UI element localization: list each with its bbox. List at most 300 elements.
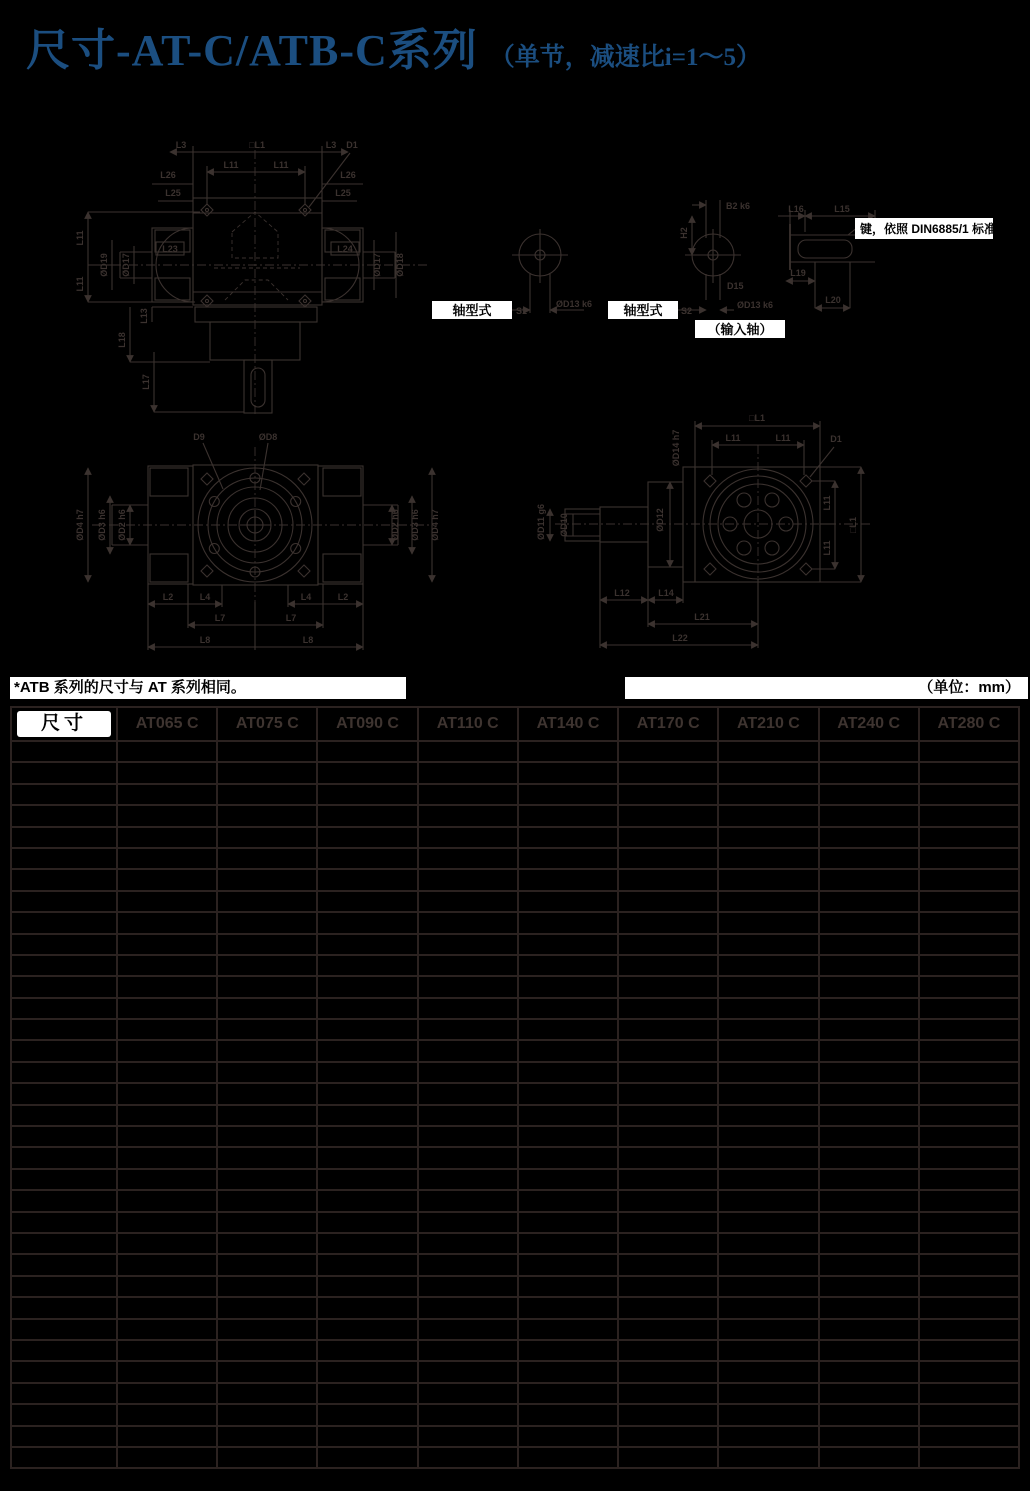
value-cell: [518, 1062, 618, 1083]
value-cell: [418, 1040, 518, 1061]
value-cell: [618, 976, 718, 997]
label-l3-left: L3: [175, 140, 187, 150]
value-cell: [117, 869, 217, 890]
value-cell: [718, 1190, 818, 1211]
unit-note: （单位：mm）: [625, 677, 1028, 699]
table-row: [11, 827, 1019, 848]
value-cell: [618, 1083, 718, 1104]
input-shaft-label: （输入轴）: [707, 322, 773, 337]
label-front-l8-left: L8: [199, 635, 211, 645]
label-l1: □L1: [249, 140, 265, 150]
table-row: [11, 998, 1019, 1019]
value-cell: [317, 869, 417, 890]
value-cell: [117, 1190, 217, 1211]
value-cell: [919, 1297, 1019, 1318]
label-l23: L23: [162, 244, 178, 254]
value-cell: [919, 934, 1019, 955]
value-cell: [718, 1361, 818, 1382]
value-cell: [117, 1169, 217, 1190]
value-cell: [418, 805, 518, 826]
label-side-d1: D1: [830, 434, 842, 444]
value-cell: [217, 998, 317, 1019]
value-cell: [217, 1233, 317, 1254]
value-cell: [117, 1426, 217, 1447]
table-row: [11, 1126, 1019, 1147]
row-label-cell: [11, 1126, 117, 1147]
value-cell: [518, 1361, 618, 1382]
table-row: [11, 912, 1019, 933]
value-cell: [518, 1190, 618, 1211]
value-cell: [518, 848, 618, 869]
value-cell: [217, 1361, 317, 1382]
value-cell: [317, 1254, 417, 1275]
value-cell: [819, 827, 919, 848]
value-cell: [518, 1040, 618, 1061]
value-cell: [217, 1083, 317, 1104]
value-cell: [518, 869, 618, 890]
row-label-cell: [11, 1319, 117, 1340]
value-cell: [819, 1426, 919, 1447]
value-cell: [317, 1319, 417, 1340]
label-l11-side-upper: L11: [75, 230, 85, 246]
value-cell: [618, 955, 718, 976]
label-side-l1-right: □L1: [848, 517, 858, 533]
value-cell: [618, 934, 718, 955]
atb-note: *ATB 系列的尺寸与 AT 系列相同。: [10, 677, 406, 699]
label-front-d9: D9: [193, 432, 205, 442]
value-cell: [117, 998, 217, 1019]
table-body: [11, 741, 1019, 1468]
value-cell: [418, 784, 518, 805]
value-cell: [919, 1383, 1019, 1404]
value-cell: [217, 891, 317, 912]
value-cell: [117, 848, 217, 869]
value-cell: [718, 1126, 818, 1147]
label-front-l2-left: L2: [162, 592, 174, 602]
label-side-l11-top-right: L11: [775, 433, 791, 443]
row-label-cell: [11, 848, 117, 869]
value-cell: [317, 976, 417, 997]
table-row: [11, 1297, 1019, 1318]
value-cell: [819, 955, 919, 976]
value-cell: [819, 1212, 919, 1233]
value-cell: [919, 762, 1019, 783]
value-cell: [518, 955, 618, 976]
value-cell: [518, 1254, 618, 1275]
value-cell: [919, 1426, 1019, 1447]
value-cell: [819, 848, 919, 869]
value-cell: [618, 1254, 718, 1275]
value-cell: [117, 1447, 217, 1468]
label-s2-code: S2: [681, 306, 693, 316]
value-cell: [317, 784, 417, 805]
value-cell: [217, 976, 317, 997]
value-cell: [618, 891, 718, 912]
value-cell: [919, 784, 1019, 805]
value-cell: [819, 1254, 919, 1275]
dimension-table-wrap: [10, 706, 1020, 1469]
value-cell: [117, 912, 217, 933]
label-d17-left: ØD17: [121, 253, 131, 277]
value-cell: [317, 1169, 417, 1190]
value-cell: [919, 1147, 1019, 1168]
value-cell: [919, 1190, 1019, 1211]
value-cell: [418, 1383, 518, 1404]
value-cell: [117, 741, 217, 762]
table-row: [11, 1383, 1019, 1404]
value-cell: [718, 1254, 818, 1275]
table-row: [11, 784, 1019, 805]
value-cell: [819, 784, 919, 805]
label-key-l20: L20: [825, 295, 841, 305]
label-front-d4-left: ØD4 h7: [75, 509, 85, 541]
value-cell: [217, 1297, 317, 1318]
value-cell: [117, 976, 217, 997]
value-cell: [117, 1126, 217, 1147]
label-d19: ØD19: [99, 253, 109, 277]
value-cell: [518, 827, 618, 848]
value-cell: [819, 1319, 919, 1340]
value-cell: [117, 1340, 217, 1361]
value-cell: [217, 869, 317, 890]
drawing-side-view: [536, 413, 872, 648]
label-key-l19: L19: [790, 268, 806, 278]
label-front-l7-left: L7: [214, 613, 226, 623]
table-row: [11, 1212, 1019, 1233]
row-label-cell: [11, 1212, 117, 1233]
value-cell: [418, 741, 518, 762]
row-label-cell: [11, 784, 117, 805]
table-row: [11, 934, 1019, 955]
value-cell: [618, 1019, 718, 1040]
label-front-d2-left: ØD2 h6: [117, 509, 127, 541]
value-cell: [919, 1447, 1019, 1468]
value-cell: [819, 1383, 919, 1404]
value-cell: [919, 1083, 1019, 1104]
table-row: [11, 1276, 1019, 1297]
value-cell: [217, 934, 317, 955]
value-cell: [117, 805, 217, 826]
table-row: [11, 1169, 1019, 1190]
value-cell: [418, 827, 518, 848]
row-label-cell: [11, 1447, 117, 1468]
value-cell: [518, 998, 618, 1019]
value-cell: [217, 1062, 317, 1083]
value-cell: [919, 976, 1019, 997]
value-cell: [718, 1340, 818, 1361]
row-label-cell: [11, 976, 117, 997]
value-cell: [217, 1169, 317, 1190]
value-cell: [718, 955, 818, 976]
value-cell: [317, 1083, 417, 1104]
table-row: [11, 869, 1019, 890]
value-cell: [518, 1126, 618, 1147]
value-cell: [919, 1105, 1019, 1126]
value-cell: [518, 784, 618, 805]
value-cell: [317, 1233, 417, 1254]
label-side-d10: ØD10: [559, 513, 569, 537]
value-cell: [919, 1169, 1019, 1190]
label-l11-side-lower: L11: [75, 276, 85, 292]
value-cell: [418, 912, 518, 933]
row-label-cell: [11, 1190, 117, 1211]
row-label-cell: [11, 1426, 117, 1447]
table-row: [11, 1040, 1019, 1061]
value-cell: [819, 1105, 919, 1126]
value-cell: [518, 912, 618, 933]
value-cell: [819, 1019, 919, 1040]
label-side-l11-top-left: L11: [725, 433, 741, 443]
value-cell: [317, 741, 417, 762]
column-header: AT065 C: [117, 707, 217, 741]
table-row: [11, 1190, 1019, 1211]
value-cell: [718, 998, 818, 1019]
value-cell: [919, 1233, 1019, 1254]
value-cell: [117, 762, 217, 783]
row-label-cell: [11, 1233, 117, 1254]
value-cell: [919, 1404, 1019, 1425]
table-row: [11, 741, 1019, 762]
value-cell: [618, 1361, 718, 1382]
row-label-cell: [11, 1383, 117, 1404]
label-s2-b2: B2 k6: [726, 201, 751, 211]
value-cell: [919, 912, 1019, 933]
value-cell: [919, 1340, 1019, 1361]
value-cell: [718, 1383, 818, 1404]
label-side-d11: ØD11 g6: [536, 503, 546, 541]
value-cell: [418, 1447, 518, 1468]
row-label-cell: [11, 762, 117, 783]
value-cell: [418, 869, 518, 890]
value-cell: [317, 805, 417, 826]
table-row: [11, 891, 1019, 912]
value-cell: [317, 955, 417, 976]
value-cell: [819, 1062, 919, 1083]
label-l11-right: L11: [273, 160, 289, 170]
label-front-d4-right: ØD4 h7: [430, 509, 440, 541]
label-l26-left: L26: [160, 170, 176, 180]
row-label-cell: [11, 869, 117, 890]
value-cell: [217, 1190, 317, 1211]
value-cell: [919, 1019, 1019, 1040]
value-cell: [618, 762, 718, 783]
value-cell: [718, 1426, 818, 1447]
value-cell: [518, 1383, 618, 1404]
value-cell: [418, 1254, 518, 1275]
value-cell: [117, 1212, 217, 1233]
value-cell: [317, 934, 417, 955]
value-cell: [418, 1147, 518, 1168]
label-side-l12: L12: [614, 588, 630, 598]
value-cell: [618, 1126, 718, 1147]
value-cell: [217, 1126, 317, 1147]
value-cell: [618, 998, 718, 1019]
table-header-row: [11, 707, 1019, 741]
dim-header-cell: [11, 707, 117, 741]
label-side-l22: L22: [672, 633, 688, 643]
value-cell: [819, 1276, 919, 1297]
row-label-cell: [11, 1254, 117, 1275]
value-cell: [919, 848, 1019, 869]
value-cell: [418, 1276, 518, 1297]
value-cell: [919, 891, 1019, 912]
value-cell: [618, 1276, 718, 1297]
value-cell: [418, 1190, 518, 1211]
table-row: [11, 1147, 1019, 1168]
value-cell: [217, 1340, 317, 1361]
value-cell: [317, 1426, 417, 1447]
value-cell: [718, 1147, 818, 1168]
value-cell: [718, 1447, 818, 1468]
value-cell: [317, 912, 417, 933]
value-cell: [618, 1383, 718, 1404]
table-row: [11, 1426, 1019, 1447]
label-front-d8: ØD8: [258, 432, 278, 442]
value-cell: [217, 1212, 317, 1233]
label-d17-right: ØD17: [372, 253, 382, 277]
row-label-cell: [11, 955, 117, 976]
table-row: [11, 976, 1019, 997]
label-side-d12: ØD12: [655, 508, 665, 532]
table-row: [11, 1105, 1019, 1126]
value-cell: [618, 784, 718, 805]
table-row: [11, 1062, 1019, 1083]
value-cell: [217, 805, 317, 826]
value-cell: [518, 976, 618, 997]
shaft-type-label-s2: 轴型式: [623, 303, 663, 318]
page-title-main: 尺寸-AT-C/ATB-C系列: [26, 26, 478, 75]
value-cell: [217, 1019, 317, 1040]
value-cell: [418, 1340, 518, 1361]
row-label-cell: [11, 1297, 117, 1318]
value-cell: [718, 1019, 818, 1040]
value-cell: [117, 1297, 217, 1318]
value-cell: [317, 827, 417, 848]
value-cell: [518, 1276, 618, 1297]
value-cell: [518, 891, 618, 912]
value-cell: [819, 934, 919, 955]
table-row: [11, 1233, 1019, 1254]
value-cell: [618, 848, 718, 869]
row-label-cell: [11, 912, 117, 933]
value-cell: [718, 827, 818, 848]
label-l17: L17: [141, 374, 151, 390]
value-cell: [919, 955, 1019, 976]
value-cell: [518, 741, 618, 762]
table-row: [11, 1404, 1019, 1425]
value-cell: [718, 1276, 818, 1297]
value-cell: [317, 1361, 417, 1382]
value-cell: [418, 998, 518, 1019]
value-cell: [819, 1297, 919, 1318]
column-header: AT240 C: [819, 707, 919, 741]
label-side-l11-right-lower: L11: [822, 540, 832, 556]
value-cell: [618, 1169, 718, 1190]
value-cell: [618, 805, 718, 826]
column-header: AT170 C: [618, 707, 718, 741]
value-cell: [217, 1404, 317, 1425]
value-cell: [117, 1404, 217, 1425]
page-title-sub: （单节，减速比i=1～5）: [489, 44, 761, 71]
value-cell: [718, 805, 818, 826]
value-cell: [718, 1040, 818, 1061]
value-cell: [317, 1212, 417, 1233]
value-cell: [217, 762, 317, 783]
value-cell: [618, 827, 718, 848]
value-cell: [618, 1212, 718, 1233]
value-cell: [819, 1190, 919, 1211]
value-cell: [317, 762, 417, 783]
value-cell: [217, 1105, 317, 1126]
value-cell: [819, 891, 919, 912]
value-cell: [117, 1254, 217, 1275]
value-cell: [819, 1169, 919, 1190]
value-cell: [518, 1212, 618, 1233]
label-s1-code: S1: [516, 306, 528, 316]
value-cell: [418, 1019, 518, 1040]
label-l13: L13: [139, 308, 149, 324]
row-label-cell: [11, 1169, 117, 1190]
value-cell: [518, 1083, 618, 1104]
value-cell: [819, 1040, 919, 1061]
value-cell: [317, 1383, 417, 1404]
value-cell: [117, 1062, 217, 1083]
value-cell: [819, 912, 919, 933]
value-cell: [217, 784, 317, 805]
row-label-cell: [11, 741, 117, 762]
value-cell: [718, 762, 818, 783]
table-row: [11, 1340, 1019, 1361]
value-cell: [217, 1040, 317, 1061]
value-cell: [418, 1126, 518, 1147]
column-header: AT110 C: [418, 707, 518, 741]
value-cell: [317, 1276, 417, 1297]
column-header: AT090 C: [317, 707, 417, 741]
value-cell: [618, 1147, 718, 1168]
table-row: [11, 848, 1019, 869]
value-cell: [418, 1426, 518, 1447]
column-header: AT210 C: [718, 707, 818, 741]
value-cell: [819, 741, 919, 762]
value-cell: [919, 1040, 1019, 1061]
label-l18: L18: [117, 332, 127, 348]
value-cell: [117, 1147, 217, 1168]
value-cell: [418, 976, 518, 997]
value-cell: [919, 1276, 1019, 1297]
row-label-cell: [11, 1340, 117, 1361]
label-l26-right: L26: [340, 170, 356, 180]
label-front-l4-right: L4: [300, 592, 312, 602]
value-cell: [117, 1319, 217, 1340]
row-label-cell: [11, 1404, 117, 1425]
value-cell: [618, 1105, 718, 1126]
label-l24: L24: [337, 244, 353, 254]
value-cell: [718, 891, 818, 912]
drawing-shaft-s1: [432, 229, 592, 319]
value-cell: [217, 912, 317, 933]
value-cell: [518, 1404, 618, 1425]
value-cell: [117, 1361, 217, 1382]
value-cell: [217, 1254, 317, 1275]
value-cell: [518, 1105, 618, 1126]
value-cell: [317, 1297, 417, 1318]
value-cell: [317, 1040, 417, 1061]
value-cell: [718, 1212, 818, 1233]
value-cell: [718, 848, 818, 869]
value-cell: [217, 827, 317, 848]
value-cell: [317, 998, 417, 1019]
row-label-cell: [11, 1276, 117, 1297]
